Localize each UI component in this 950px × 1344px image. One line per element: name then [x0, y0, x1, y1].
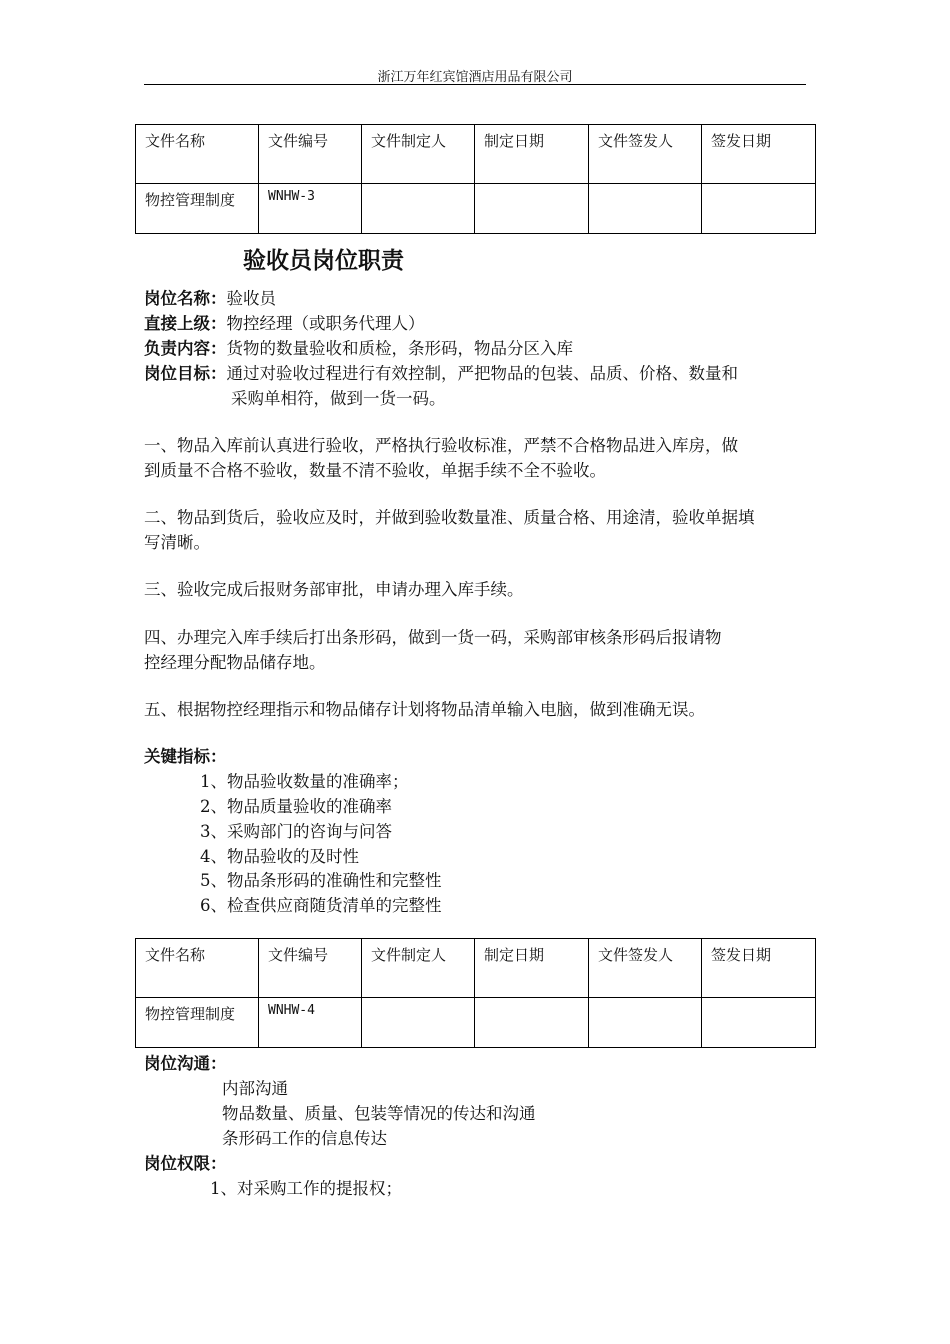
communication-item: 物品数量、质量、包装等情况的传达和沟通	[222, 1104, 536, 1123]
col-header-doc-name: 文件名称	[136, 125, 259, 184]
authority-item: 1、对采购工作的提报权；	[210, 1179, 402, 1198]
cell-doc-name: 物控管理制度	[136, 998, 259, 1048]
document-info-table-2	[135, 938, 816, 1048]
col-header-doc-code: 文件编号	[259, 939, 362, 998]
cell-create-date	[475, 184, 589, 234]
col-header-doc-name: 文件名称	[136, 939, 259, 998]
cell-issuer	[589, 184, 702, 234]
col-header-doc-code: 文件编号	[259, 125, 362, 184]
kpi-item: 4、物品验收的及时性	[200, 847, 359, 866]
duty-4-line-2: 控经理分配物品储存地。	[144, 653, 326, 672]
duty-2-line-1: 二、物品到货后，验收应及时，并做到验收数量准、质量合格、用途清，验收单据填	[144, 508, 755, 527]
kpi-item: 2、物品质量验收的准确率	[200, 797, 392, 816]
col-header-author: 文件制定人	[362, 939, 475, 998]
cell-doc-code: WNHW-3	[259, 184, 362, 234]
authority-heading: 岗位权限：	[144, 1154, 227, 1173]
duty-1-line-2: 到质量不合格不验收，数量不清不验收，单据手续不全不验收。	[144, 461, 606, 480]
info-goal: 岗位目标：通过对验收过程进行有效控制，严把物品的包装、品质、价格、数量和	[144, 364, 738, 383]
communication-heading: 岗位沟通：	[144, 1054, 227, 1073]
page-title: 验收员岗位职责	[243, 247, 404, 274]
col-header-issue-date: 签发日期	[702, 939, 816, 998]
document-info-table-1	[135, 124, 816, 234]
duty-2-line-2: 写清晰。	[144, 533, 210, 552]
duty-4-line-1: 四、办理完入库手续后打出条形码，做到一货一码，采购部审核条形码后报请物	[144, 628, 722, 647]
info-position-name: 岗位名称：验收员	[144, 289, 276, 308]
col-header-issuer: 文件签发人	[589, 125, 702, 184]
duty-1-line-1: 一、物品入库前认真进行验收，严格执行验收标准，严禁不合格物品进入库房，做	[144, 436, 738, 455]
cell-doc-name: 物控管理制度	[136, 184, 259, 234]
communication-item: 内部沟通	[222, 1079, 288, 1098]
cell-doc-code: WNHW-4	[259, 998, 362, 1048]
col-header-author: 文件制定人	[362, 125, 475, 184]
cell-issue-date	[702, 998, 816, 1048]
info-goal-continued: 采购单相符，做到一货一码。	[231, 389, 446, 408]
kpi-item: 3、采购部门的咨询与问答	[200, 822, 392, 841]
cell-author	[362, 998, 475, 1048]
kpi-item: 1、物品验收数量的准确率；	[200, 772, 409, 791]
communication-item: 条形码工作的信息传达	[222, 1129, 387, 1148]
cell-issuer	[589, 998, 702, 1048]
col-header-create-date: 制定日期	[475, 939, 589, 998]
col-header-issuer: 文件签发人	[589, 939, 702, 998]
duty-5-line-1: 五、根据物控经理指示和物品储存计划将物品清单输入电脑，做到准确无误。	[144, 700, 705, 719]
col-header-create-date: 制定日期	[475, 125, 589, 184]
col-header-issue-date: 签发日期	[702, 125, 816, 184]
kpi-item: 6、检查供应商随货清单的完整性	[200, 896, 442, 915]
cell-author	[362, 184, 475, 234]
kpi-item: 5、物品条形码的准确性和完整性	[200, 871, 442, 890]
duty-3-line-1: 三、验收完成后报财务部审批，申请办理入库手续。	[144, 580, 524, 599]
kpi-heading: 关键指标：	[144, 747, 227, 766]
company-header: 浙江万年红宾馆酒店用品有限公司	[377, 70, 573, 85]
header-rule	[144, 84, 806, 85]
cell-create-date	[475, 998, 589, 1048]
info-responsibility: 负责内容：货物的数量验收和质检，条形码，物品分区入库	[144, 339, 573, 358]
info-supervisor: 直接上级：物控经理（或职务代理人）	[144, 314, 425, 333]
cell-issue-date	[702, 184, 816, 234]
